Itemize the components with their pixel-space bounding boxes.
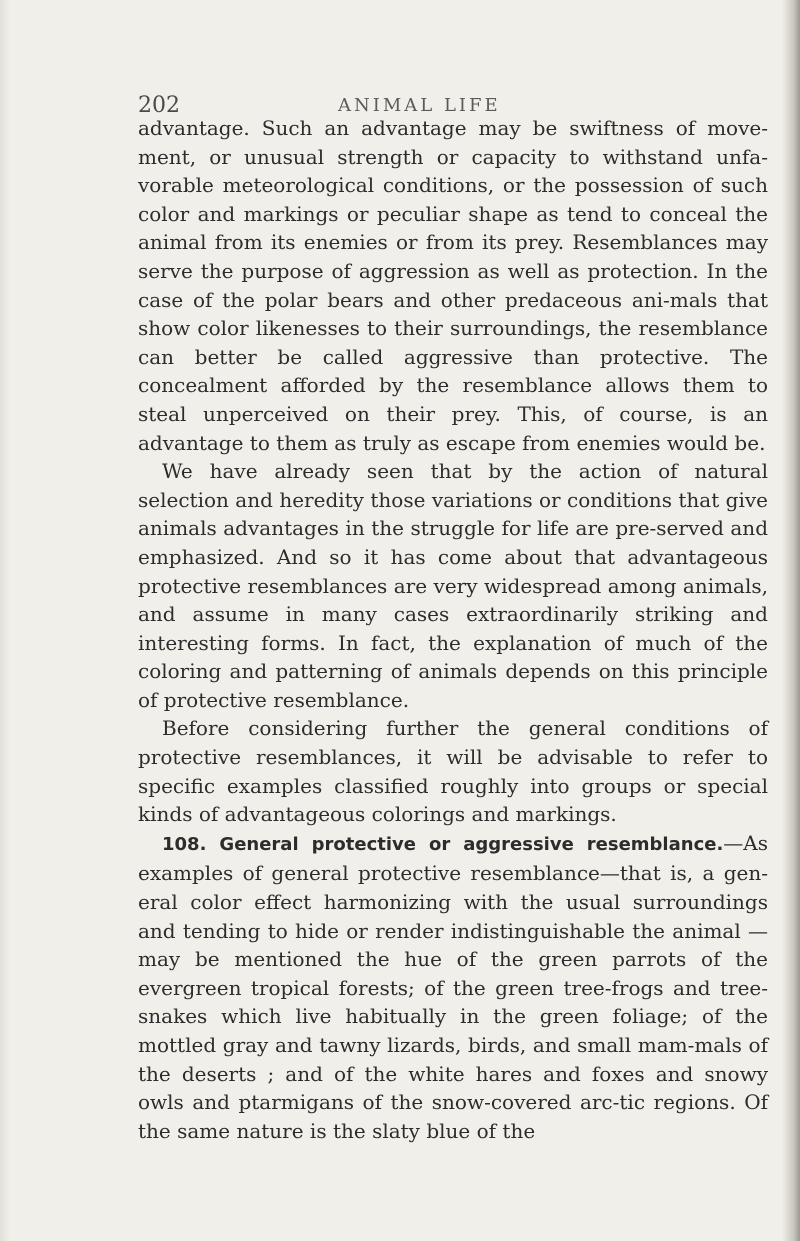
paragraph [138, 457, 768, 714]
running-head: ANIMAL LIFE [338, 95, 501, 116]
paragraph-text: advantage. Such an advantage may be swiftness of move-ment, or unusual strength or capacity to withstand unfa-vorable meteorological conditions, or the possession of such color and markings or peculiar shape as tend to conceal the animal from its enemies or from its prey. Resemblances may serve the purpose of aggression as well as protection. In the case of the polar bears and other predaceous ani-mals that show color likenesses to their surroundings, the resemblance can better be called aggressive than protective. The concealment afforded by the resemblance allows them to steal unperceived on their prey. This, of course, is an advantage to them as truly as escape from enemies would be. [138, 116, 768, 455]
paragraph-text: Before considering further the general conditions of protective resemblances, it will be advisable to refer to specific examples classified roughly into groups or special kinds of advantageous colorings and markings. [138, 716, 768, 827]
page-right-edge-shadow [782, 0, 800, 1241]
section-title: 108. General protective or aggressive resemblance. [162, 833, 724, 855]
paragraph-text: We have already seen that by the action of natural selection and heredity those variations or conditions that give animals advantages in the struggle for life are pre-served and emphasized. And so it has come about that advantageous protective resemblances are very widespread among animals, and assume in many cases extraordinarily striking and interesting forms. In fact, the explanation of much of the coloring and patterning of animals depends on this principle of protective resemblance. [138, 459, 768, 712]
page-number: 202 [138, 93, 180, 118]
paragraph [138, 714, 768, 828]
paragraph-continued [138, 114, 768, 457]
paragraph-text: —As examples of general protective resemblance—that is, a gen-eral color effect harmonizing with the usual surroundings and tending to hide or render indistinguishable the animal —may be mentioned the hue of the green parrots of the evergreen tropical forests; of the green tree-frogs and tree-snakes which live habitually in the green foliage; of the mottled gray and tawny lizards, birds, and small mam-mals of the deserts ; and of the white hares and foxes and snowy owls and ptarmigans of the snow-covered arc-tic regions. Of the same nature is the slaty blue of the [138, 830, 768, 1143]
page-left-edge [0, 0, 10, 1241]
section-paragraph [138, 829, 768, 1146]
body-text [138, 114, 768, 1145]
